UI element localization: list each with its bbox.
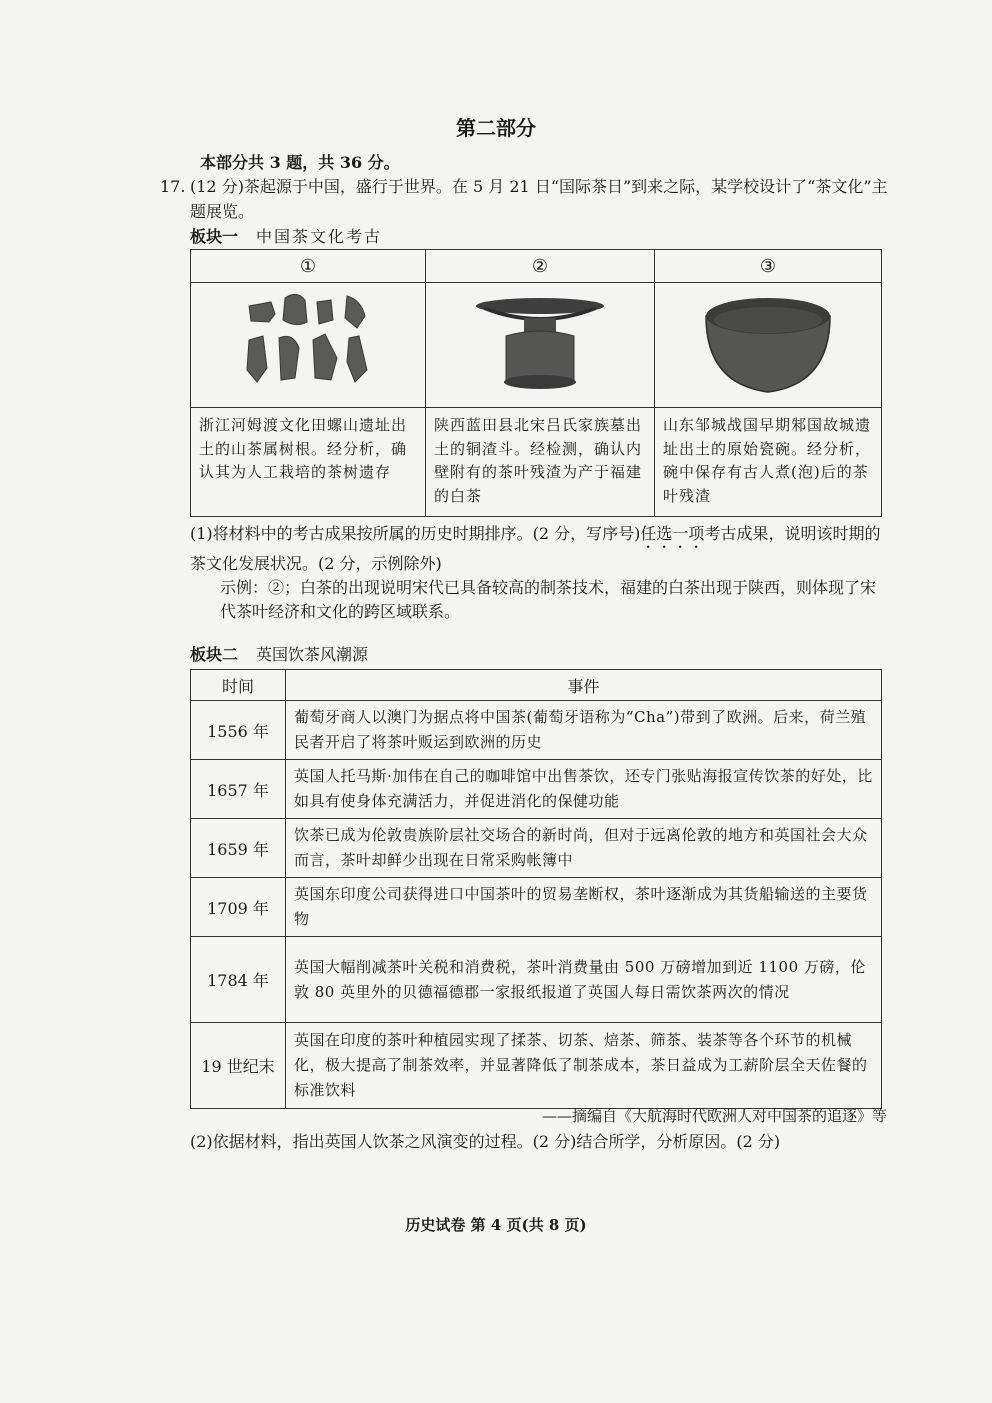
question-17 [160, 174, 890, 224]
row-event: 英国大幅削减茶叶关税和消费税，茶叶消费量由 500 万磅增加到近 1100 万磅，伦敦 80 英里外的贝德福德郡一家报纸报道了英国人每日需饮茶两次的情况 [286, 937, 882, 1023]
block1-title: 中国茶文化考古 [256, 227, 383, 246]
block2-heading [190, 642, 368, 665]
page-footer: 历史试卷 第 4 页(共 8 页) [405, 1216, 587, 1234]
sub-question-1-emphasis: 任选一项 [640, 524, 705, 543]
primitive-porcelain-bowl-image [655, 283, 882, 408]
row-time: 1659 年 [191, 819, 286, 878]
row-time: 19 世纪末 [191, 1023, 286, 1109]
table-row [191, 760, 882, 819]
table-row [191, 819, 882, 878]
row-event: 英国人托马斯·加伟在自己的咖啡馆中出售茶饮，还专门张贴海报宣传饮茶的好处，比如具有使身体充满活力，并促进消化的保健功能 [286, 760, 882, 819]
artifact-description-3: 山东邹城战国早期邾国故城遗址出土的原始瓷碗。经分析，碗中保存有古人煮(泡)后的茶叶残渣 [655, 408, 882, 517]
event-header: 事件 [286, 670, 882, 701]
column-header-2: ② [426, 250, 655, 283]
time-header: 时间 [191, 670, 286, 701]
table-row [191, 1023, 882, 1109]
row-event: 英国在印度的茶叶种植园实现了揉茶、切茶、焙茶、筛茶、装茶等各个环节的机械化，极大提高了制茶效率，并显著降低了制茶成本，茶日益成为工薪阶层全天佐餐的标准饮料 [286, 1023, 882, 1109]
section-intro: 本部分共 3 题，共 36 分。 [200, 153, 400, 172]
bronze-tea-stand-image [426, 283, 655, 408]
block2-title: 英国饮茶风潮源 [256, 645, 369, 664]
tea-root-fossils-image [191, 283, 426, 408]
sub-question-1-text-b: 考古成果，说明该时期的茶文化发展状况。(2 分，示例除外) [190, 524, 881, 573]
british-tea-table [190, 669, 882, 1109]
source-citation: ——摘编自《大航海时代欧洲人对中国茶的追逐》等 [541, 1107, 887, 1125]
block1-label: 板块一 [190, 227, 239, 246]
row-time: 1657 年 [191, 760, 286, 819]
row-event: 英国东印度公司获得进口中国茶叶的贸易垄断权，茶叶逐渐成为其货船输送的主要货物 [286, 878, 882, 937]
block2-label: 板块二 [190, 645, 239, 664]
question-prompt: (12 分)茶起源于中国，盛行于世界。在 5 月 21 日“国际茶日”到来之际，某学校设计了“茶文化”主题展览。 [190, 177, 888, 221]
column-header-3: ③ [655, 250, 882, 283]
sub-question-1-example: 示例：②；白茶的出现说明宋代已具备较高的制茶技术，福建的白茶出现于陕西，则体现了宋代茶叶经济和文化的跨区域联系。 [220, 578, 877, 621]
row-time: 1709 年 [191, 878, 286, 937]
sub-question-1-text-a: (1)将材料中的考古成果按所属的历史时期排序。(2 分，写序号) [190, 524, 641, 543]
row-event: 饮茶已成为伦敦贵族阶层社交场合的新时尚，但对于远离伦敦的地方和英国社会大众而言，茶叶却鲜少出现在日常采购帐簿中 [286, 819, 882, 878]
artifact-description-2: 陕西蓝田县北宋吕氏家族墓出土的铜渣斗。经检测，确认内壁附有的茶叶残渣为产于福建的白茶 [426, 408, 655, 517]
row-time: 1556 年 [191, 701, 286, 760]
block1-heading [190, 224, 382, 247]
artifact-description-1: 浙江河姆渡文化田螺山遗址出土的山茶属树根。经分析，确认其为人工栽培的茶树遗存 [191, 408, 426, 517]
row-event: 葡萄牙商人以澳门为据点将中国茶(葡萄牙语称为“Cha”)带到了欧洲。后来，荷兰殖民者开启了将茶叶贩运到欧洲的历史 [286, 701, 882, 760]
question-number: 17. [160, 177, 186, 196]
sub-question-1 [190, 522, 890, 624]
table-row [191, 878, 882, 937]
archaeology-table [190, 249, 882, 517]
table-row [191, 701, 882, 760]
table-row [191, 937, 882, 1023]
sub-question-2: (2)依据材料，指出英国人饮茶之风演变的过程。(2 分)结合所学，分析原因。(2 分) [190, 1132, 781, 1151]
column-header-1: ① [191, 250, 426, 283]
section-title: 第二部分 [456, 116, 536, 140]
row-time: 1784 年 [191, 937, 286, 1023]
